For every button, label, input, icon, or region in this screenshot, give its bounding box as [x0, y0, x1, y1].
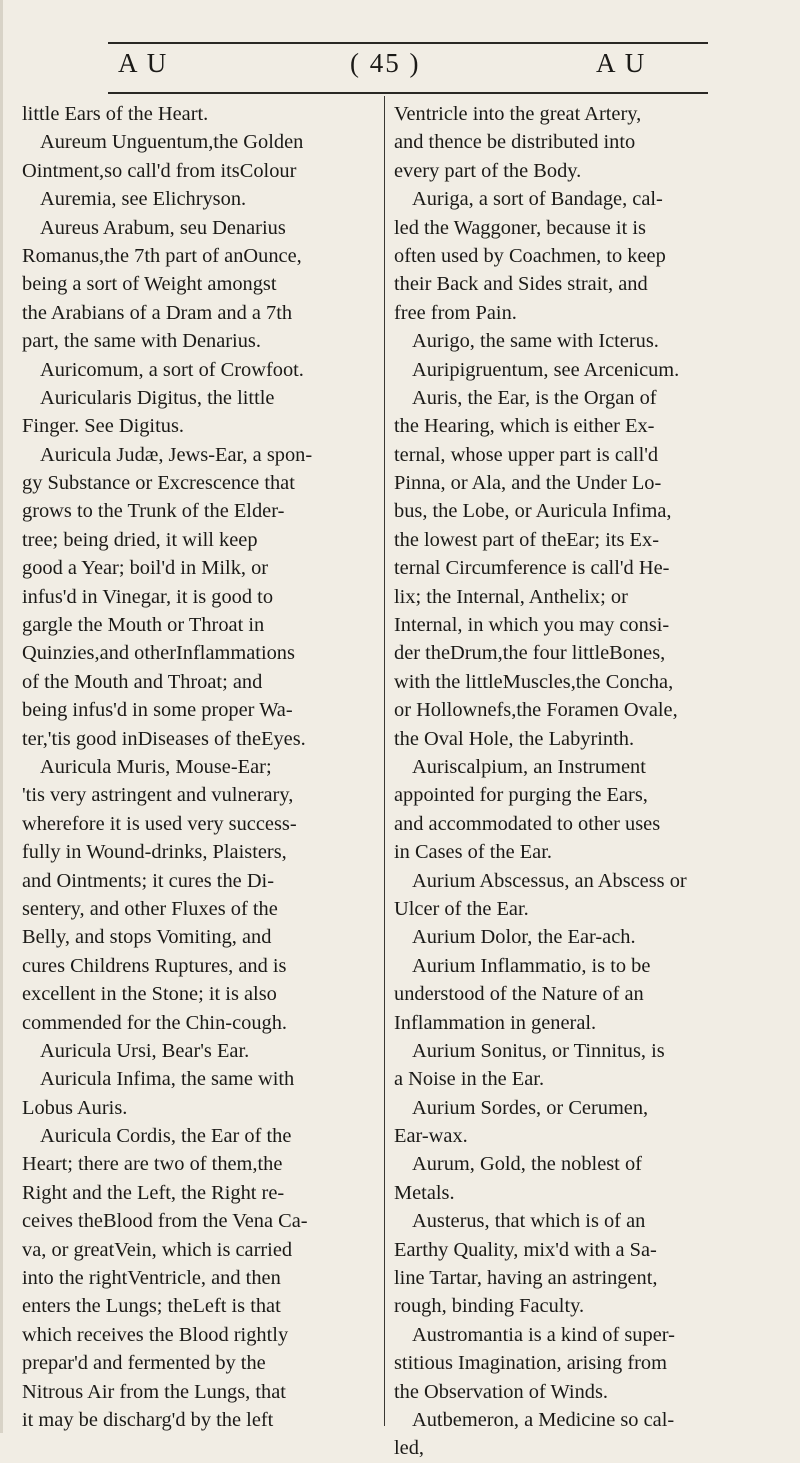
text-line: Aurum, Gold, the noblest of — [412, 1153, 642, 1176]
text-line: ternal Circumference is call'd He- — [394, 557, 670, 580]
text-line: sentery, and other Fluxes of the — [22, 897, 278, 920]
text-line: Aurigo, the same with Icterus. — [412, 330, 659, 353]
text-line: bus, the Lobe, or Auricula Infima, — [394, 500, 672, 523]
text-line: with the littleMuscles,the Concha, — [394, 670, 674, 693]
text-line: fully in Wound-drinks, Plaisters, — [22, 841, 287, 864]
text-line: Finger. See Digitus. — [22, 415, 184, 438]
header-left-letters: A U — [118, 48, 169, 78]
text-line: Auricula Muris, Mouse-Ear; — [40, 755, 272, 778]
text-line: and Ointments; it cures the Di- — [22, 869, 274, 892]
text-line: and accommodated to other uses — [394, 812, 661, 835]
text-line: gy Substance or Excrescence that — [22, 472, 295, 495]
text-line: Inflammation in general. — [394, 1011, 597, 1034]
text-line: prepar'd and fermented by the — [22, 1352, 266, 1375]
text-line: Metals. — [394, 1181, 455, 1204]
text-line: Ulcer of the Ear. — [394, 897, 529, 920]
column-divider — [384, 96, 385, 1426]
text-line: Austromantia is a kind of super- — [412, 1323, 675, 1346]
text-line: ceives theBlood from the Vena Ca- — [22, 1210, 308, 1233]
text-line: and thence be distributed into — [394, 131, 636, 154]
text-line: Aurium Inflammatio, is to be — [412, 954, 651, 977]
text-line: rough, binding Faculty. — [394, 1295, 585, 1318]
page-number: ( 45 ) — [350, 48, 421, 78]
text-line: Auricula Judæ, Jews-Ear, a spon- — [40, 443, 313, 466]
text-line: Austerus, that which is of an — [412, 1210, 646, 1233]
text-line: grows to the Trunk of the Elder- — [22, 500, 285, 523]
header-rule-bottom — [108, 92, 708, 94]
text-line: Aurium Sonitus, or Tinnitus, is — [412, 1039, 665, 1062]
text-line: the Hearing, which is either Ex- — [394, 415, 655, 438]
text-line: led, — [394, 1437, 425, 1460]
text-line: good a Year; boil'd in Milk, or — [22, 557, 269, 580]
text-line: of the Mouth and Throat; and — [22, 670, 263, 693]
text-line: Aureus Arabum, seu Denarius — [40, 216, 286, 239]
text-line: commended for the Chin-cough. — [22, 1011, 288, 1034]
text-line: wherefore it is used very success- — [22, 812, 297, 835]
header-rule-top — [108, 42, 708, 44]
text-line: the Observation of Winds. — [394, 1380, 609, 1403]
text-line: free from Pain. — [394, 301, 517, 324]
text-line: Nitrous Air from the Lungs, that — [22, 1380, 286, 1403]
text-line: Earthy Quality, mix'd with a Sa- — [394, 1238, 657, 1261]
text-line: the Oval Hole, the Labyrinth. — [394, 727, 635, 750]
text-line: Pinna, or Ala, and the Under Lo- — [394, 472, 662, 495]
text-line: gargle the Mouth or Throat in — [22, 614, 265, 637]
text-line: Lobus Auris. — [22, 1096, 128, 1119]
text-line: Auripigruentum, see Arcenicum. — [412, 358, 680, 381]
text-line: Auricula Infima, the same with — [40, 1068, 295, 1091]
text-line: Auris, the Ear, is the Organ of — [412, 386, 657, 409]
text-line: led the Waggoner, because it is — [394, 216, 646, 239]
right-column — [394, 100, 756, 1463]
text-line: stitious Imagination, arising from — [394, 1352, 667, 1375]
text-line: Auricularis Digitus, the little — [40, 386, 275, 409]
text-line: Ear-wax. — [394, 1125, 468, 1148]
text-line: ter,'tis good inDiseases of theEyes. — [22, 727, 306, 750]
text-line: Auricula Ursi, Bear's Ear. — [40, 1039, 250, 1062]
header-right-letters: A U — [596, 48, 647, 78]
text-line: in Cases of the Ear. — [394, 841, 552, 864]
text-line: Auricula Cordis, the Ear of the — [40, 1125, 292, 1148]
text-line: which receives the Blood rightly — [22, 1323, 289, 1346]
page-edge — [0, 0, 3, 1433]
text-line: little Ears of the Heart. — [22, 103, 209, 125]
text-line: 'tis very astringent and vulnerary, — [22, 784, 294, 807]
text-line: every part of the Body. — [394, 159, 582, 182]
text-line: Internal, in which you may consi- — [394, 614, 670, 637]
text-line: the Arabians of a Dram and a 7th — [22, 301, 293, 324]
text-line: enters the Lungs; theLeft is that — [22, 1295, 281, 1318]
left-column — [22, 100, 376, 1434]
text-line: Romanus,the 7th part of anOunce, — [22, 244, 302, 267]
text-line: Autbemeron, a Medicine so cal- — [412, 1408, 675, 1431]
running-header — [108, 26, 708, 78]
text-line: part, the same with Denarius. — [22, 330, 261, 353]
text-line: a Noise in the Ear. — [394, 1068, 545, 1091]
text-line: Heart; there are two of them,the — [22, 1153, 283, 1176]
text-line: their Back and Sides strait, and — [394, 273, 648, 296]
text-line: being infus'd in some proper Wa- — [22, 699, 293, 722]
text-line: line Tartar, having an astringent, — [394, 1267, 658, 1290]
text-line: it may be discharg'd by the left — [22, 1408, 274, 1431]
text-line: cures Childrens Ruptures, and is — [22, 954, 287, 977]
text-line: understood of the Nature of an — [394, 983, 644, 1006]
text-line: infus'd in Vinegar, it is good to — [22, 585, 274, 608]
text-line: Quinzies,and otherInflammations — [22, 642, 295, 665]
text-line: Ointment,so call'd from itsColour — [22, 159, 297, 182]
text-line: ternal, whose upper part is call'd — [394, 443, 659, 466]
text-line: Right and the Left, the Right re- — [22, 1181, 285, 1204]
text-line: Belly, and stops Vomiting, and — [22, 926, 272, 949]
text-line: Aurium Sordes, or Cerumen, — [412, 1096, 649, 1119]
text-line: lix; the Internal, Anthelix; or — [394, 585, 628, 608]
text-line: being a sort of Weight amongst — [22, 273, 277, 296]
text-line: Aurium Dolor, the Ear-ach. — [412, 926, 636, 949]
text-line: va, or greatVein, which is carried — [22, 1238, 293, 1261]
text-line: appointed for purging the Ears, — [394, 784, 648, 807]
text-line: Auricomum, a sort of Crowfoot. — [40, 358, 304, 381]
text-line: Auremia, see Elichryson. — [40, 188, 247, 211]
text-line: der theDrum,the four littleBones, — [394, 642, 666, 665]
text-line: Ventricle into the great Artery, — [394, 103, 642, 125]
text-line: or Hollownefs,the Foramen Ovale, — [394, 699, 678, 722]
text-line: the lowest part of theEar; its Ex- — [394, 528, 659, 551]
text-line: often used by Coachmen, to keep — [394, 244, 666, 267]
text-line: tree; being dried, it will keep — [22, 528, 258, 551]
text-line: Auriga, a sort of Bandage, cal- — [412, 188, 663, 211]
text-line: excellent in the Stone; it is also — [22, 983, 277, 1006]
text-line: Aurium Abscessus, an Abscess or — [412, 869, 687, 892]
text-line: Auriscalpium, an Instrument — [412, 755, 646, 778]
text-line: Aureum Unguentum,the Golden — [40, 131, 304, 154]
text-line: into the rightVentricle, and then — [22, 1267, 281, 1290]
